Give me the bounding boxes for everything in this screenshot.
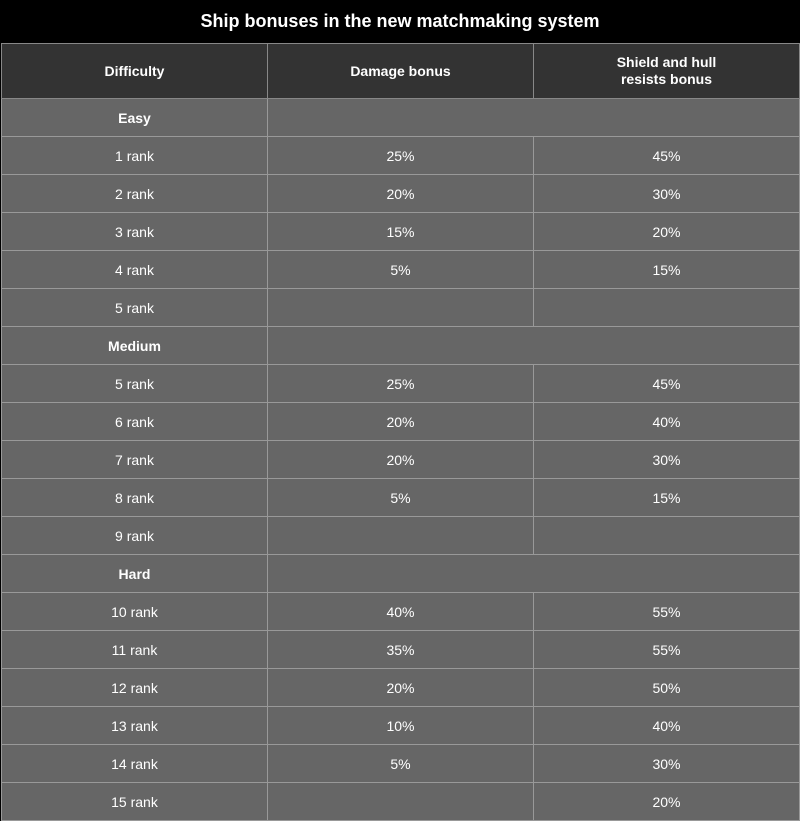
header-row [2, 44, 800, 99]
group-row [2, 99, 800, 137]
damage-bonus-cell: 25% [268, 365, 534, 403]
resists-bonus-cell: 20% [534, 213, 800, 251]
damage-bonus-cell: 5% [268, 745, 534, 783]
bonus-table [1, 43, 800, 821]
damage-bonus-cell: 5% [268, 479, 534, 517]
resists-bonus-cell [534, 289, 800, 327]
table-header [2, 44, 800, 99]
table-row [2, 403, 800, 441]
rank-cell: 14 rank [2, 745, 268, 783]
damage-bonus-cell: 20% [268, 175, 534, 213]
header-damage-bonus: Damage bonus [268, 44, 534, 99]
table-row [2, 745, 800, 783]
damage-bonus-cell: 40% [268, 593, 534, 631]
resists-bonus-cell: 20% [534, 783, 800, 821]
rank-cell: 4 rank [2, 251, 268, 289]
damage-bonus-cell: 10% [268, 707, 534, 745]
difficulty-group-label: Medium [2, 327, 268, 365]
table-row [2, 783, 800, 821]
table-row [2, 251, 800, 289]
resists-bonus-cell: 30% [534, 175, 800, 213]
rank-cell: 8 rank [2, 479, 268, 517]
damage-bonus-cell: 20% [268, 669, 534, 707]
table-row [2, 441, 800, 479]
resists-bonus-cell: 15% [534, 251, 800, 289]
table-row [2, 707, 800, 745]
group-row [2, 327, 800, 365]
damage-bonus-cell [268, 517, 534, 555]
group-row-spacer [268, 555, 800, 593]
table-row [2, 365, 800, 403]
rank-cell: 11 rank [2, 631, 268, 669]
damage-bonus-cell: 20% [268, 441, 534, 479]
table-row [2, 517, 800, 555]
resists-bonus-cell [534, 517, 800, 555]
rank-cell: 5 rank [2, 289, 268, 327]
rank-cell: 3 rank [2, 213, 268, 251]
table-row [2, 175, 800, 213]
rank-cell: 10 rank [2, 593, 268, 631]
damage-bonus-cell [268, 289, 534, 327]
resists-bonus-cell: 40% [534, 403, 800, 441]
damage-bonus-cell: 20% [268, 403, 534, 441]
table-title: Ship bonuses in the new matchmaking system [1, 0, 799, 43]
table-row [2, 593, 800, 631]
damage-bonus-cell [268, 783, 534, 821]
rank-cell: 13 rank [2, 707, 268, 745]
rank-cell: 2 rank [2, 175, 268, 213]
group-row [2, 555, 800, 593]
table-body [2, 99, 800, 821]
resists-bonus-cell: 30% [534, 745, 800, 783]
rank-cell: 5 rank [2, 365, 268, 403]
resists-bonus-cell: 45% [534, 137, 800, 175]
rank-cell: 1 rank [2, 137, 268, 175]
resists-bonus-cell: 30% [534, 441, 800, 479]
table-row [2, 289, 800, 327]
table-row [2, 669, 800, 707]
resists-bonus-cell: 55% [534, 631, 800, 669]
difficulty-group-label: Hard [2, 555, 268, 593]
resists-bonus-cell: 50% [534, 669, 800, 707]
damage-bonus-cell: 35% [268, 631, 534, 669]
resists-bonus-cell: 45% [534, 365, 800, 403]
rank-cell: 7 rank [2, 441, 268, 479]
rank-cell: 15 rank [2, 783, 268, 821]
table-row [2, 479, 800, 517]
header-difficulty: Difficulty [2, 44, 268, 99]
table-row [2, 213, 800, 251]
group-row-spacer [268, 327, 800, 365]
table-row [2, 137, 800, 175]
table-row [2, 631, 800, 669]
rank-cell: 12 rank [2, 669, 268, 707]
rank-cell: 6 rank [2, 403, 268, 441]
damage-bonus-cell: 15% [268, 213, 534, 251]
header-resists-bonus: Shield and hull resists bonus [534, 44, 800, 99]
damage-bonus-cell: 5% [268, 251, 534, 289]
resists-bonus-cell: 15% [534, 479, 800, 517]
damage-bonus-cell: 25% [268, 137, 534, 175]
resists-bonus-cell: 40% [534, 707, 800, 745]
group-row-spacer [268, 99, 800, 137]
difficulty-group-label: Easy [2, 99, 268, 137]
rank-cell: 9 rank [2, 517, 268, 555]
resists-bonus-cell: 55% [534, 593, 800, 631]
